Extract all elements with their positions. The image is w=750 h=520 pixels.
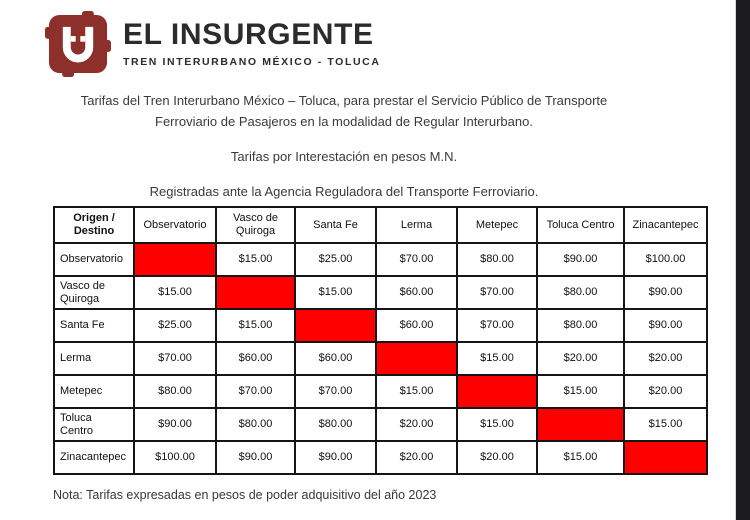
intro-paragraph-registered: Registradas ante la Agencia Reguladora del Transporte Ferroviario. (149, 184, 539, 199)
intro-paragraph-interstation: Tarifas por Interestación en pesos M.N. (230, 149, 458, 164)
column-header-lerma: Lerma (376, 207, 457, 243)
row-header: Observatorio (54, 243, 134, 276)
fare-cell: $70.00 (216, 375, 295, 408)
footnote: Nota: Tarifas expresadas en pesos de poder adquisitivo del año 2023 (53, 488, 437, 502)
fare-cell: $90.00 (537, 243, 624, 276)
fare-cell: $60.00 (216, 342, 295, 375)
row-header: Toluca Centro (54, 408, 134, 441)
fare-cell: $90.00 (134, 408, 216, 441)
fare-cell: $80.00 (134, 375, 216, 408)
fare-cell: $15.00 (216, 243, 295, 276)
row-header: Lerma (54, 342, 134, 375)
fare-cell: $100.00 (624, 243, 707, 276)
fare-cell: $25.00 (134, 309, 216, 342)
fare-cell: $20.00 (457, 441, 537, 474)
tu-monogram-icon (45, 11, 111, 77)
fare-cell: $80.00 (216, 408, 295, 441)
table-row (54, 309, 707, 342)
viewer-edge-strip (735, 0, 750, 520)
diagonal-cell (376, 342, 457, 375)
fare-cell: $20.00 (376, 441, 457, 474)
fare-cell: $15.00 (537, 375, 624, 408)
fare-table-body (54, 243, 707, 474)
fare-table (53, 206, 708, 475)
fare-cell: $20.00 (376, 408, 457, 441)
column-header-zinacantepec: Zinacantepec (624, 207, 707, 243)
logo-title: EL INSURGENTE (123, 18, 374, 51)
table-row (54, 342, 707, 375)
fare-cell: $90.00 (216, 441, 295, 474)
diagonal-cell (457, 375, 537, 408)
table-corner-header: Origen / Destino (54, 207, 134, 243)
logo-text-block (123, 20, 381, 68)
fare-cell: $15.00 (376, 375, 457, 408)
intro-section (38, 90, 650, 202)
header-row (54, 207, 707, 243)
row-header: Metepec (54, 375, 134, 408)
column-header-observatorio: Observatorio (134, 207, 216, 243)
table-row (54, 276, 707, 309)
diagonal-cell (134, 243, 216, 276)
column-header-vasco-de-quiroga: Vasco de Quiroga (216, 207, 295, 243)
fare-cell: $90.00 (624, 276, 707, 309)
table-row (54, 408, 707, 441)
fare-cell: $80.00 (537, 309, 624, 342)
fare-cell: $90.00 (624, 309, 707, 342)
fare-cell: $15.00 (216, 309, 295, 342)
fare-cell: $70.00 (376, 243, 457, 276)
fare-cell: $60.00 (376, 309, 457, 342)
row-header: Vasco de Quiroga (54, 276, 134, 309)
intro-paragraph-tariffs: Tarifas del Tren Interurbano México – Toluca, para prestar el Servicio Público de Transporte Ferroviario de Pasajeros en la modalidad de Regular Interurbano. (80, 93, 608, 129)
fare-cell: $60.00 (295, 342, 376, 375)
fare-cell: $15.00 (457, 342, 537, 375)
fare-table-header (54, 207, 707, 243)
table-row (54, 243, 707, 276)
fare-cell: $25.00 (295, 243, 376, 276)
column-header-metepec: Metepec (457, 207, 537, 243)
diagonal-cell (295, 309, 376, 342)
table-row (54, 441, 707, 474)
diagonal-cell (537, 408, 624, 441)
logo-subtitle: TREN INTERURBANO MÉXICO - TOLUCA (123, 56, 381, 68)
diagonal-cell (216, 276, 295, 309)
row-header: Zinacantepec (54, 441, 134, 474)
table-row (54, 375, 707, 408)
fare-cell: $20.00 (624, 375, 707, 408)
fare-cell: $15.00 (537, 441, 624, 474)
row-header: Santa Fe (54, 309, 134, 342)
diagonal-cell (624, 441, 707, 474)
fare-cell: $80.00 (295, 408, 376, 441)
fare-cell: $70.00 (134, 342, 216, 375)
fare-cell: $100.00 (134, 441, 216, 474)
app-logo (45, 11, 381, 77)
fare-cell: $60.00 (376, 276, 457, 309)
column-header-toluca-centro: Toluca Centro (537, 207, 624, 243)
fare-cell: $20.00 (537, 342, 624, 375)
fare-cell: $70.00 (457, 309, 537, 342)
fare-cell: $90.00 (295, 441, 376, 474)
fare-cell: $15.00 (134, 276, 216, 309)
fare-cell: $70.00 (457, 276, 537, 309)
fare-cell: $80.00 (537, 276, 624, 309)
fare-cell: $15.00 (624, 408, 707, 441)
fare-cell: $15.00 (295, 276, 376, 309)
fare-cell: $80.00 (457, 243, 537, 276)
fare-cell: $20.00 (624, 342, 707, 375)
fare-cell: $70.00 (295, 375, 376, 408)
fare-cell: $15.00 (457, 408, 537, 441)
column-header-santa-fe: Santa Fe (295, 207, 376, 243)
